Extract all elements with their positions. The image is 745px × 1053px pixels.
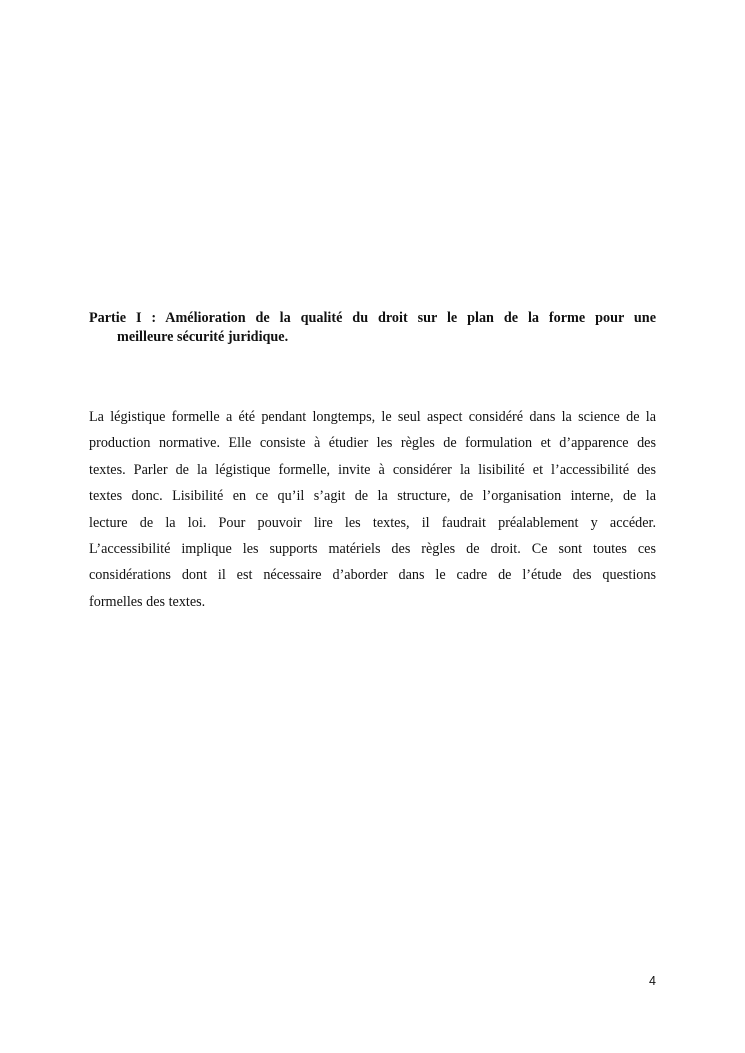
paragraph-line: lecture de la loi. Pour pouvoir lire les textes, il faudrait préalablement y accéder. bbox=[89, 514, 656, 531]
paragraph-line: L’accessibilité implique les supports matériels des règles de droit. Ce sont toutes ces bbox=[89, 540, 656, 557]
section-heading-line-2: meilleure sécurité juridique. bbox=[117, 329, 289, 345]
page-number: 4 bbox=[649, 974, 656, 988]
paragraph-line: textes. Parler de la légistique formelle, invite à considérer la lisibilité et l’accessibilité des bbox=[89, 461, 656, 478]
body-paragraph bbox=[89, 404, 656, 615]
paragraph-line: La légistique formelle a été pendant longtemps, le seul aspect considéré dans la science de la bbox=[89, 409, 656, 425]
paragraph-line: formelles des textes. bbox=[89, 593, 206, 610]
paragraph-line: considérations dont il est nécessaire d’aborder dans le cadre de l’étude des questions bbox=[89, 567, 656, 584]
paragraph-line: textes donc. Lisibilité en ce qu’il s’agit de la structure, de l’organisation interne, de la bbox=[89, 488, 656, 505]
paragraph-line: production normative. Elle consiste à étudier les règles de formulation et d’apparence des bbox=[89, 435, 656, 452]
section-heading bbox=[89, 309, 656, 347]
section-heading-line-1: Partie I : Amélioration de la qualité du droit sur le plan de la forme pour une bbox=[89, 310, 656, 326]
